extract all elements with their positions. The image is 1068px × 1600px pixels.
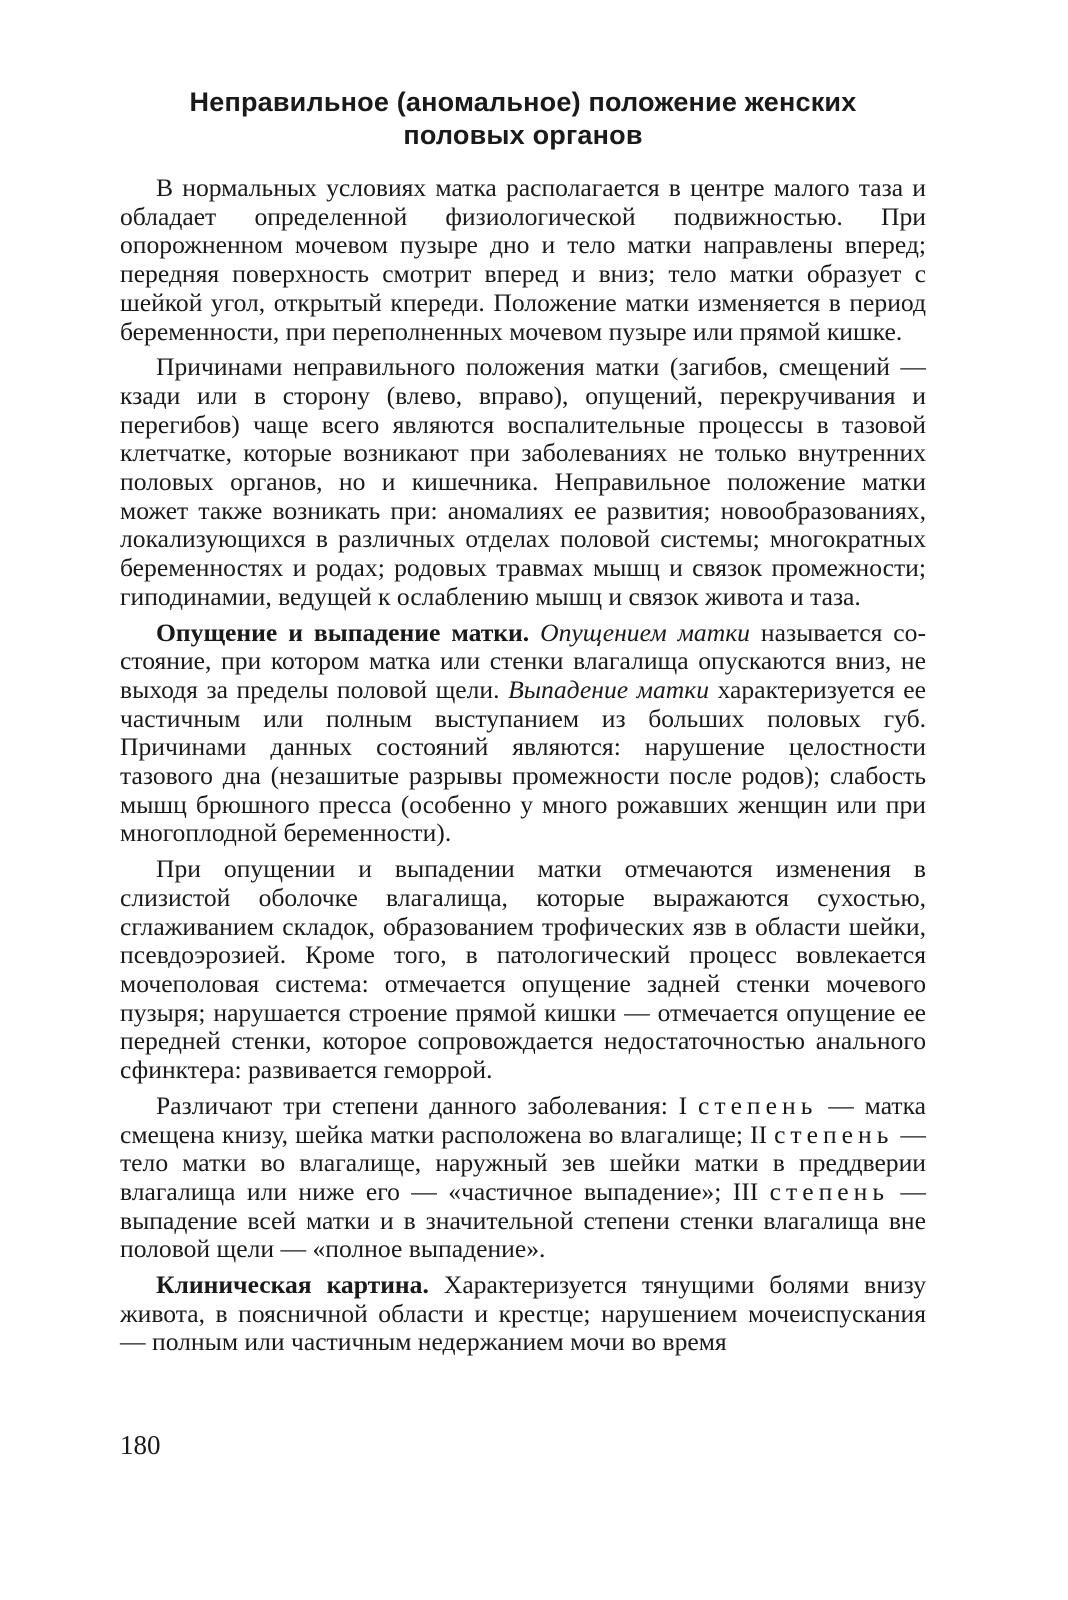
paragraph-clinical-picture [120, 1271, 926, 1357]
term-descent: Опущением матки [540, 617, 750, 647]
prolapse-text-1: называется состояние, при котором матка или стенки влагалища опускаются вниз, не выходя за пределы половой щели. [120, 617, 926, 704]
degree-term-3: степень [769, 1176, 890, 1206]
page-number: 180 [120, 1430, 161, 1460]
run-in-heading-prolapse: Опущение и выпадение матки. [156, 617, 530, 647]
term-prolapse: Выпадение матки [508, 674, 710, 704]
heading-line-2: половых органов [403, 120, 643, 150]
degrees-text-1: Различают три степени данного заболевания: I [156, 1090, 688, 1120]
paragraph-causes: Причинами неправильного положения матки (загибов, смещений — кзади или в сторону (влево, вправо), опущений, перекручивания и перегибов) чаще всего являются воспалительные процессы в тазовой клетчатке, которые возникают при заболеваниях не только внутренних половых органов, но и кишечника. Неправильное положение матки может также возникать при: аномалиях ее развития; новообразованиях, локализующихся в различных отделах половой системы; многократных беременностях и родах; родовых травмах мышц и связок промежности; гиподинамии, ведущей к ослаблению мышц и связок живота и таза. [120, 352, 926, 611]
clinical-text: Характеризуется тянущими болями внизу живота, в поясничной области и крестце; нарушением мочеиспускания — полным или частичным недержанием мочи во время [120, 1270, 927, 1357]
degree-term-1: степень [698, 1090, 818, 1120]
degree-term-2: степень [774, 1119, 894, 1149]
prolapse-text-2: характеризуется ее частичным или полным выступанием из больших половых губ. Причинами данных состояний являются: нарушение целостности тазового дна (незашитые разрывы промежности после родов); слабость мышц брюшного пресса (особенно у много рожавших женщин или при многоплодной беременности). [120, 674, 926, 848]
degrees-text-2: — матка смещена книзу, шейка матки расположена во влагалище; II [120, 1090, 926, 1149]
paragraph-prolapse-definition [120, 619, 926, 849]
degrees-text-3: — тело матки во влагалище, наружный зев шейки матки в преддверии влагалища или ниже его — «частичное выпадение»; III [120, 1119, 927, 1206]
heading-line-1: Неправильное (аномальное) положение женских [189, 87, 857, 117]
paragraph-changes: При опущении и выпадении матки отмечаются изменения в слизистой оболочке влагалища, которые выражаются сухостью, сглаживанием складок, образованием трофических язв в области шейки, псевдоэрозией. Кроме того, в патологический процесс вовлекается мочеполовая система: отмечается опущение задней стенки мочевого пузыря; нарушается строение прямой кишки — отмечается опущение ее передней стенки, которое сопровождается недостаточностью анального сфинктера: развивается геморрой. [120, 854, 926, 1085]
run-in-heading-clinical: Клиническая картина. [156, 1270, 429, 1300]
paragraph-degrees [120, 1092, 926, 1264]
section-heading [120, 86, 926, 152]
paragraph-normal-position: В нормальных условиях матка располагается в центре малого таза и обладает определенной физиологической подвижностью. При опорожненном мочевом пузыре дно и тело матки направлены вперед; передняя поверхность смотрит вперед и вниз; тело матки образует с шейкой угол, открытый кпереди. Положение матки изменяется в период беременности, при переполненных мочевом пузыре или прямой кишке. [120, 173, 926, 346]
page-content [120, 86, 926, 1364]
degrees-text-4: — выпадение всей матки и в значительной степени стенки влагалища вне половой щели — «полное выпадение». [120, 1176, 926, 1264]
